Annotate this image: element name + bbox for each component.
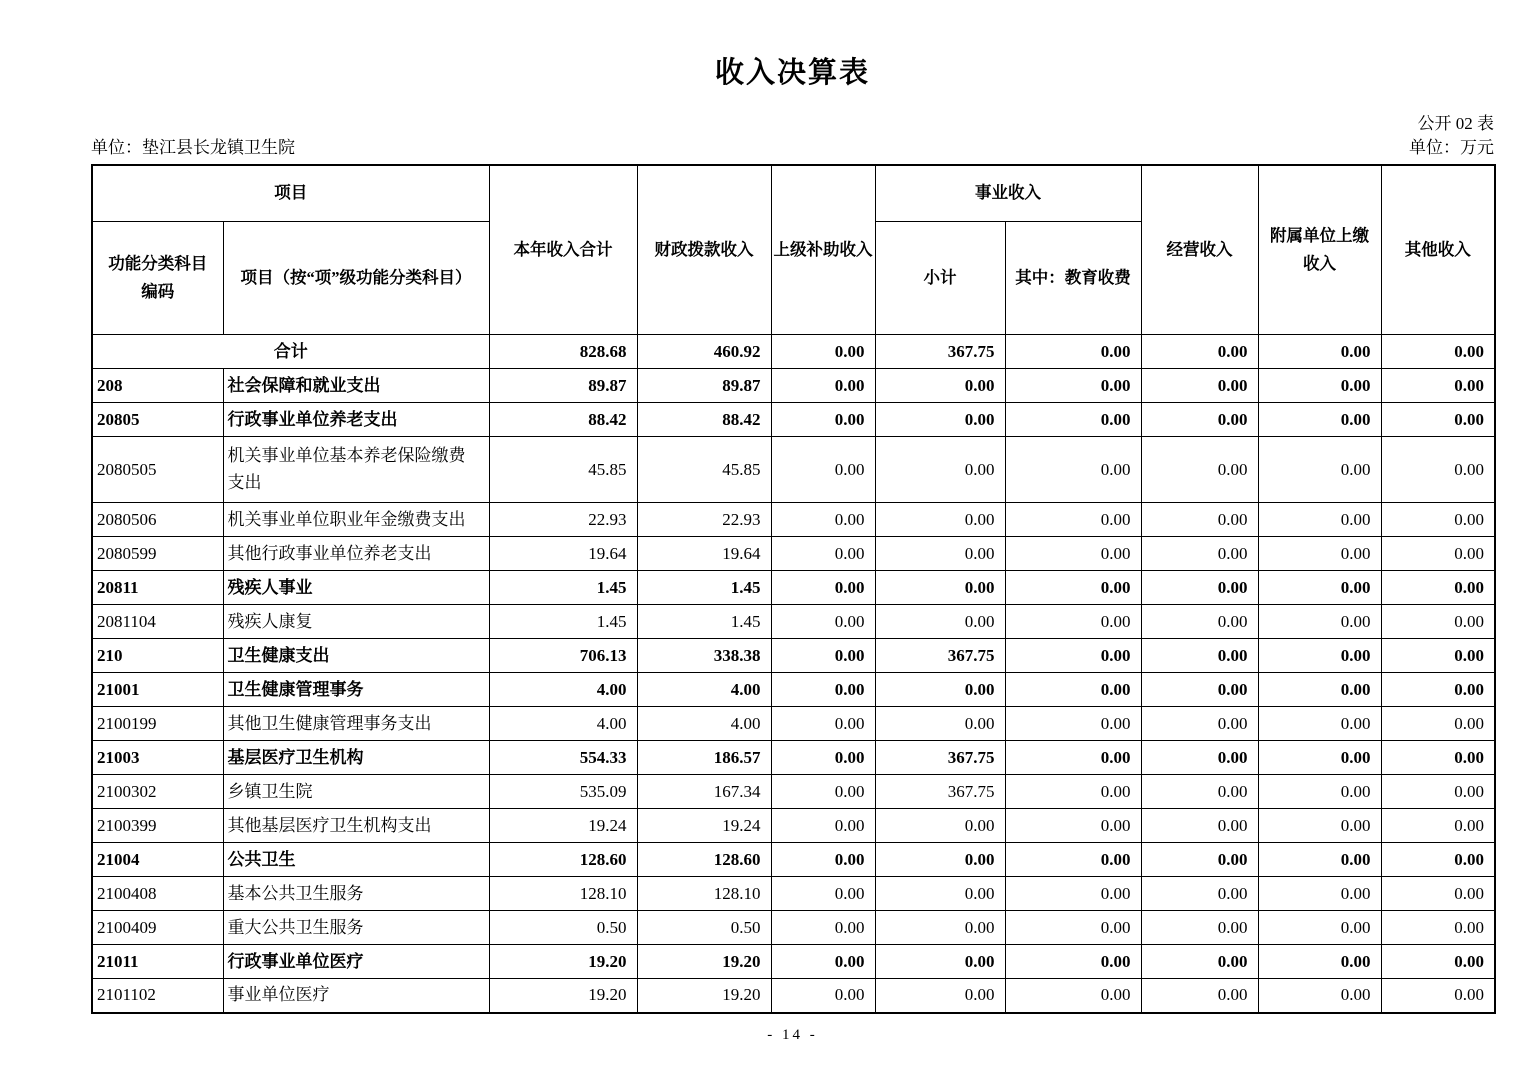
row-value: 0.00	[771, 911, 875, 945]
table-row	[92, 335, 1495, 369]
row-value: 1.45	[489, 605, 637, 639]
row-value: 0.00	[771, 809, 875, 843]
row-value: 19.20	[489, 945, 637, 979]
row-value: 0.00	[1141, 639, 1258, 673]
row-value: 0.00	[1381, 369, 1495, 403]
row-value: 128.60	[637, 843, 771, 877]
row-value: 0.00	[1381, 335, 1495, 369]
row-function-code: 2080505	[92, 437, 223, 503]
row-value: 0.00	[1381, 571, 1495, 605]
row-value: 0.00	[1141, 369, 1258, 403]
table-row	[92, 403, 1495, 437]
row-value: 4.00	[637, 707, 771, 741]
row-value: 0.00	[875, 945, 1005, 979]
row-value: 0.00	[771, 403, 875, 437]
header-other-income: 其他收入	[1381, 165, 1495, 335]
row-value: 0.00	[875, 707, 1005, 741]
row-value: 0.00	[1141, 335, 1258, 369]
row-value: 19.64	[637, 537, 771, 571]
row-value: 0.00	[1141, 911, 1258, 945]
row-value: 0.00	[771, 335, 875, 369]
row-function-code: 21011	[92, 945, 223, 979]
table-row	[92, 437, 1495, 503]
table-row	[92, 605, 1495, 639]
row-value: 19.20	[637, 979, 771, 1013]
row-value: 367.75	[875, 775, 1005, 809]
row-value: 0.00	[1258, 911, 1381, 945]
row-value: 0.00	[771, 877, 875, 911]
row-function-code: 210	[92, 639, 223, 673]
row-function-code: 2100302	[92, 775, 223, 809]
row-value: 0.00	[1258, 571, 1381, 605]
row-value: 0.00	[875, 571, 1005, 605]
row-value: 0.00	[771, 775, 875, 809]
meta-row	[91, 138, 1494, 158]
row-value: 0.00	[1381, 741, 1495, 775]
row-value: 0.00	[1381, 707, 1495, 741]
row-value: 0.00	[1258, 809, 1381, 843]
unit-currency-label: 单位：万元	[1409, 138, 1494, 158]
row-value: 0.00	[875, 843, 1005, 877]
row-value: 0.00	[875, 809, 1005, 843]
row-value: 0.00	[1258, 437, 1381, 503]
row-value: 0.00	[1381, 809, 1495, 843]
row-project-name: 机关事业单位职业年金缴费支出	[223, 503, 489, 537]
row-value: 0.00	[1381, 605, 1495, 639]
row-value: 0.00	[1005, 571, 1141, 605]
row-value: 0.00	[1005, 639, 1141, 673]
row-function-code: 21004	[92, 843, 223, 877]
row-project-name: 重大公共卫生服务	[223, 911, 489, 945]
page-title: 收入决算表	[714, 57, 870, 89]
row-value: 0.00	[771, 979, 875, 1013]
row-value: 0.00	[1141, 403, 1258, 437]
row-value: 4.00	[489, 707, 637, 741]
row-value: 0.00	[1258, 639, 1381, 673]
row-value: 0.00	[1381, 639, 1495, 673]
table-row	[92, 369, 1495, 403]
row-value: 0.00	[1141, 437, 1258, 503]
row-value: 0.00	[875, 979, 1005, 1013]
row-value: 167.34	[637, 775, 771, 809]
row-project-name: 卫生健康管理事务	[223, 673, 489, 707]
row-function-code: 2080599	[92, 537, 223, 571]
row-total-label: 合计	[92, 335, 489, 369]
row-value: 0.00	[1258, 945, 1381, 979]
row-value: 4.00	[489, 673, 637, 707]
header-total-income: 本年收入合计	[489, 165, 637, 335]
row-value: 0.00	[1381, 775, 1495, 809]
row-project-name: 机关事业单位基本养老保险缴费支出	[223, 437, 489, 503]
income-table	[91, 164, 1496, 1014]
row-value: 0.00	[875, 537, 1005, 571]
table-row	[92, 571, 1495, 605]
row-function-code: 2101102	[92, 979, 223, 1013]
table-code-label: 公开 02 表	[1417, 113, 1494, 133]
row-function-code: 2100408	[92, 877, 223, 911]
header-education-fees: 其中：教育收费	[1005, 222, 1141, 335]
row-value: 89.87	[489, 369, 637, 403]
row-value: 0.00	[1381, 979, 1495, 1013]
row-value: 0.00	[1381, 537, 1495, 571]
row-value: 19.24	[637, 809, 771, 843]
table-row	[92, 945, 1495, 979]
row-value: 88.42	[637, 403, 771, 437]
row-value: 0.00	[875, 605, 1005, 639]
row-value: 4.00	[637, 673, 771, 707]
row-value: 535.09	[489, 775, 637, 809]
row-project-name: 其他卫生健康管理事务支出	[223, 707, 489, 741]
row-value: 0.00	[875, 437, 1005, 503]
row-value: 0.50	[489, 911, 637, 945]
row-value: 0.00	[771, 437, 875, 503]
table-row	[92, 775, 1495, 809]
table-row	[92, 639, 1495, 673]
row-value: 0.00	[1381, 437, 1495, 503]
table-row	[92, 843, 1495, 877]
row-value: 0.00	[1258, 775, 1381, 809]
row-value: 0.00	[1141, 741, 1258, 775]
row-value: 0.00	[875, 673, 1005, 707]
row-value: 460.92	[637, 335, 771, 369]
row-value: 0.00	[1005, 673, 1141, 707]
row-value: 706.13	[489, 639, 637, 673]
row-value: 0.50	[637, 911, 771, 945]
row-project-name: 卫生健康支出	[223, 639, 489, 673]
row-value: 0.00	[1258, 503, 1381, 537]
unit-name-label: 单位：垫江县长龙镇卫生院	[91, 138, 295, 158]
header-project-group: 项目	[92, 165, 489, 222]
row-value: 0.00	[1141, 571, 1258, 605]
row-value: 0.00	[1258, 877, 1381, 911]
row-value: 0.00	[771, 571, 875, 605]
row-value: 0.00	[1141, 537, 1258, 571]
row-value: 0.00	[875, 503, 1005, 537]
row-value: 0.00	[1381, 877, 1495, 911]
row-value: 0.00	[1005, 707, 1141, 741]
table-row	[92, 537, 1495, 571]
table-row	[92, 503, 1495, 537]
row-function-code: 2100199	[92, 707, 223, 741]
row-value: 0.00	[771, 945, 875, 979]
row-value: 0.00	[1005, 537, 1141, 571]
row-value: 367.75	[875, 741, 1005, 775]
row-value: 19.24	[489, 809, 637, 843]
row-value: 19.20	[489, 979, 637, 1013]
table-row	[92, 673, 1495, 707]
row-value: 0.00	[1258, 707, 1381, 741]
row-value: 0.00	[1005, 877, 1141, 911]
row-value: 19.64	[489, 537, 637, 571]
row-function-code: 2100399	[92, 809, 223, 843]
header-business-subtotal: 小计	[875, 222, 1005, 335]
row-value: 0.00	[1258, 741, 1381, 775]
row-value: 0.00	[1005, 979, 1141, 1013]
header-project-detail: 项目（按“项”级功能分类科目）	[223, 222, 489, 335]
row-value: 0.00	[1258, 673, 1381, 707]
row-value: 0.00	[1258, 605, 1381, 639]
row-value: 0.00	[1381, 503, 1495, 537]
row-value: 88.42	[489, 403, 637, 437]
row-value: 0.00	[1381, 945, 1495, 979]
table-row	[92, 741, 1495, 775]
table-row	[92, 979, 1495, 1013]
row-value: 0.00	[1005, 335, 1141, 369]
row-value: 89.87	[637, 369, 771, 403]
row-project-name: 其他行政事业单位养老支出	[223, 537, 489, 571]
row-value: 0.00	[1005, 741, 1141, 775]
row-value: 0.00	[1141, 843, 1258, 877]
table-row	[92, 911, 1495, 945]
row-value: 0.00	[1005, 843, 1141, 877]
row-value: 0.00	[1141, 809, 1258, 843]
row-value: 0.00	[1141, 605, 1258, 639]
row-function-code: 208	[92, 369, 223, 403]
row-value: 0.00	[1258, 403, 1381, 437]
row-value: 128.60	[489, 843, 637, 877]
row-value: 0.00	[771, 503, 875, 537]
row-value: 0.00	[1141, 775, 1258, 809]
row-value: 554.33	[489, 741, 637, 775]
row-project-name: 公共卫生	[223, 843, 489, 877]
row-value: 0.00	[1141, 979, 1258, 1013]
row-project-name: 行政事业单位医疗	[223, 945, 489, 979]
header-affiliated-remittance: 附属单位上缴收入	[1258, 165, 1381, 335]
header-row-1	[92, 165, 1495, 222]
row-value: 0.00	[1258, 335, 1381, 369]
row-value: 0.00	[1005, 911, 1141, 945]
content-area	[91, 0, 1494, 1044]
row-value: 45.85	[637, 437, 771, 503]
row-project-name: 行政事业单位养老支出	[223, 403, 489, 437]
row-function-code: 21001	[92, 673, 223, 707]
row-value: 1.45	[637, 605, 771, 639]
header-superior-subsidy: 上级补助收入	[771, 165, 875, 335]
table-header	[92, 165, 1495, 335]
row-value: 0.00	[771, 537, 875, 571]
row-value: 0.00	[1381, 843, 1495, 877]
row-value: 0.00	[771, 843, 875, 877]
row-value: 45.85	[489, 437, 637, 503]
header-operating-income: 经营收入	[1141, 165, 1258, 335]
row-value: 0.00	[1005, 369, 1141, 403]
row-value: 0.00	[771, 741, 875, 775]
row-value: 0.00	[1005, 605, 1141, 639]
row-project-name: 残疾人康复	[223, 605, 489, 639]
row-value: 0.00	[1141, 877, 1258, 911]
row-value: 0.00	[1258, 537, 1381, 571]
row-value: 0.00	[771, 673, 875, 707]
row-value: 0.00	[1005, 503, 1141, 537]
row-value: 0.00	[1005, 775, 1141, 809]
row-project-name: 基层医疗卫生机构	[223, 741, 489, 775]
row-project-name: 事业单位医疗	[223, 979, 489, 1013]
header-function-code: 功能分类科目编码	[92, 222, 223, 335]
page-number: - 14 -	[767, 1026, 818, 1043]
row-value: 22.93	[489, 503, 637, 537]
row-function-code: 21003	[92, 741, 223, 775]
row-function-code: 2100409	[92, 911, 223, 945]
row-value: 128.10	[637, 877, 771, 911]
row-value: 0.00	[771, 707, 875, 741]
row-value: 0.00	[1005, 809, 1141, 843]
row-value: 0.00	[1258, 843, 1381, 877]
row-value: 0.00	[1258, 369, 1381, 403]
row-value: 367.75	[875, 639, 1005, 673]
row-value: 22.93	[637, 503, 771, 537]
row-project-name: 残疾人事业	[223, 571, 489, 605]
row-project-name: 乡镇卫生院	[223, 775, 489, 809]
table-row	[92, 877, 1495, 911]
row-value: 128.10	[489, 877, 637, 911]
row-function-code: 20811	[92, 571, 223, 605]
row-value: 0.00	[875, 403, 1005, 437]
row-value: 0.00	[1141, 707, 1258, 741]
row-project-name: 其他基层医疗卫生机构支出	[223, 809, 489, 843]
table-row	[92, 707, 1495, 741]
row-value: 0.00	[1141, 673, 1258, 707]
row-value: 0.00	[1005, 403, 1141, 437]
row-value: 338.38	[637, 639, 771, 673]
row-value: 1.45	[489, 571, 637, 605]
row-project-name: 社会保障和就业支出	[223, 369, 489, 403]
row-value: 367.75	[875, 335, 1005, 369]
table-row	[92, 809, 1495, 843]
row-value: 0.00	[1381, 403, 1495, 437]
row-value: 186.57	[637, 741, 771, 775]
row-value: 0.00	[1141, 503, 1258, 537]
row-value: 828.68	[489, 335, 637, 369]
row-project-name: 基本公共卫生服务	[223, 877, 489, 911]
header-business-income-group: 事业收入	[875, 165, 1141, 222]
row-value: 1.45	[637, 571, 771, 605]
row-value: 0.00	[1381, 673, 1495, 707]
row-value: 0.00	[875, 369, 1005, 403]
row-function-code: 2080506	[92, 503, 223, 537]
row-function-code: 20805	[92, 403, 223, 437]
header-fiscal-appropriation: 财政拨款收入	[637, 165, 771, 335]
table-body	[92, 335, 1495, 1013]
row-value: 0.00	[771, 639, 875, 673]
row-value: 0.00	[1381, 911, 1495, 945]
row-value: 0.00	[771, 605, 875, 639]
row-value: 0.00	[1141, 945, 1258, 979]
row-value: 0.00	[771, 369, 875, 403]
row-value: 0.00	[1005, 437, 1141, 503]
row-value: 0.00	[875, 911, 1005, 945]
row-function-code: 2081104	[92, 605, 223, 639]
row-value: 0.00	[1258, 979, 1381, 1013]
row-value: 19.20	[637, 945, 771, 979]
row-value: 0.00	[1005, 945, 1141, 979]
row-value: 0.00	[875, 877, 1005, 911]
